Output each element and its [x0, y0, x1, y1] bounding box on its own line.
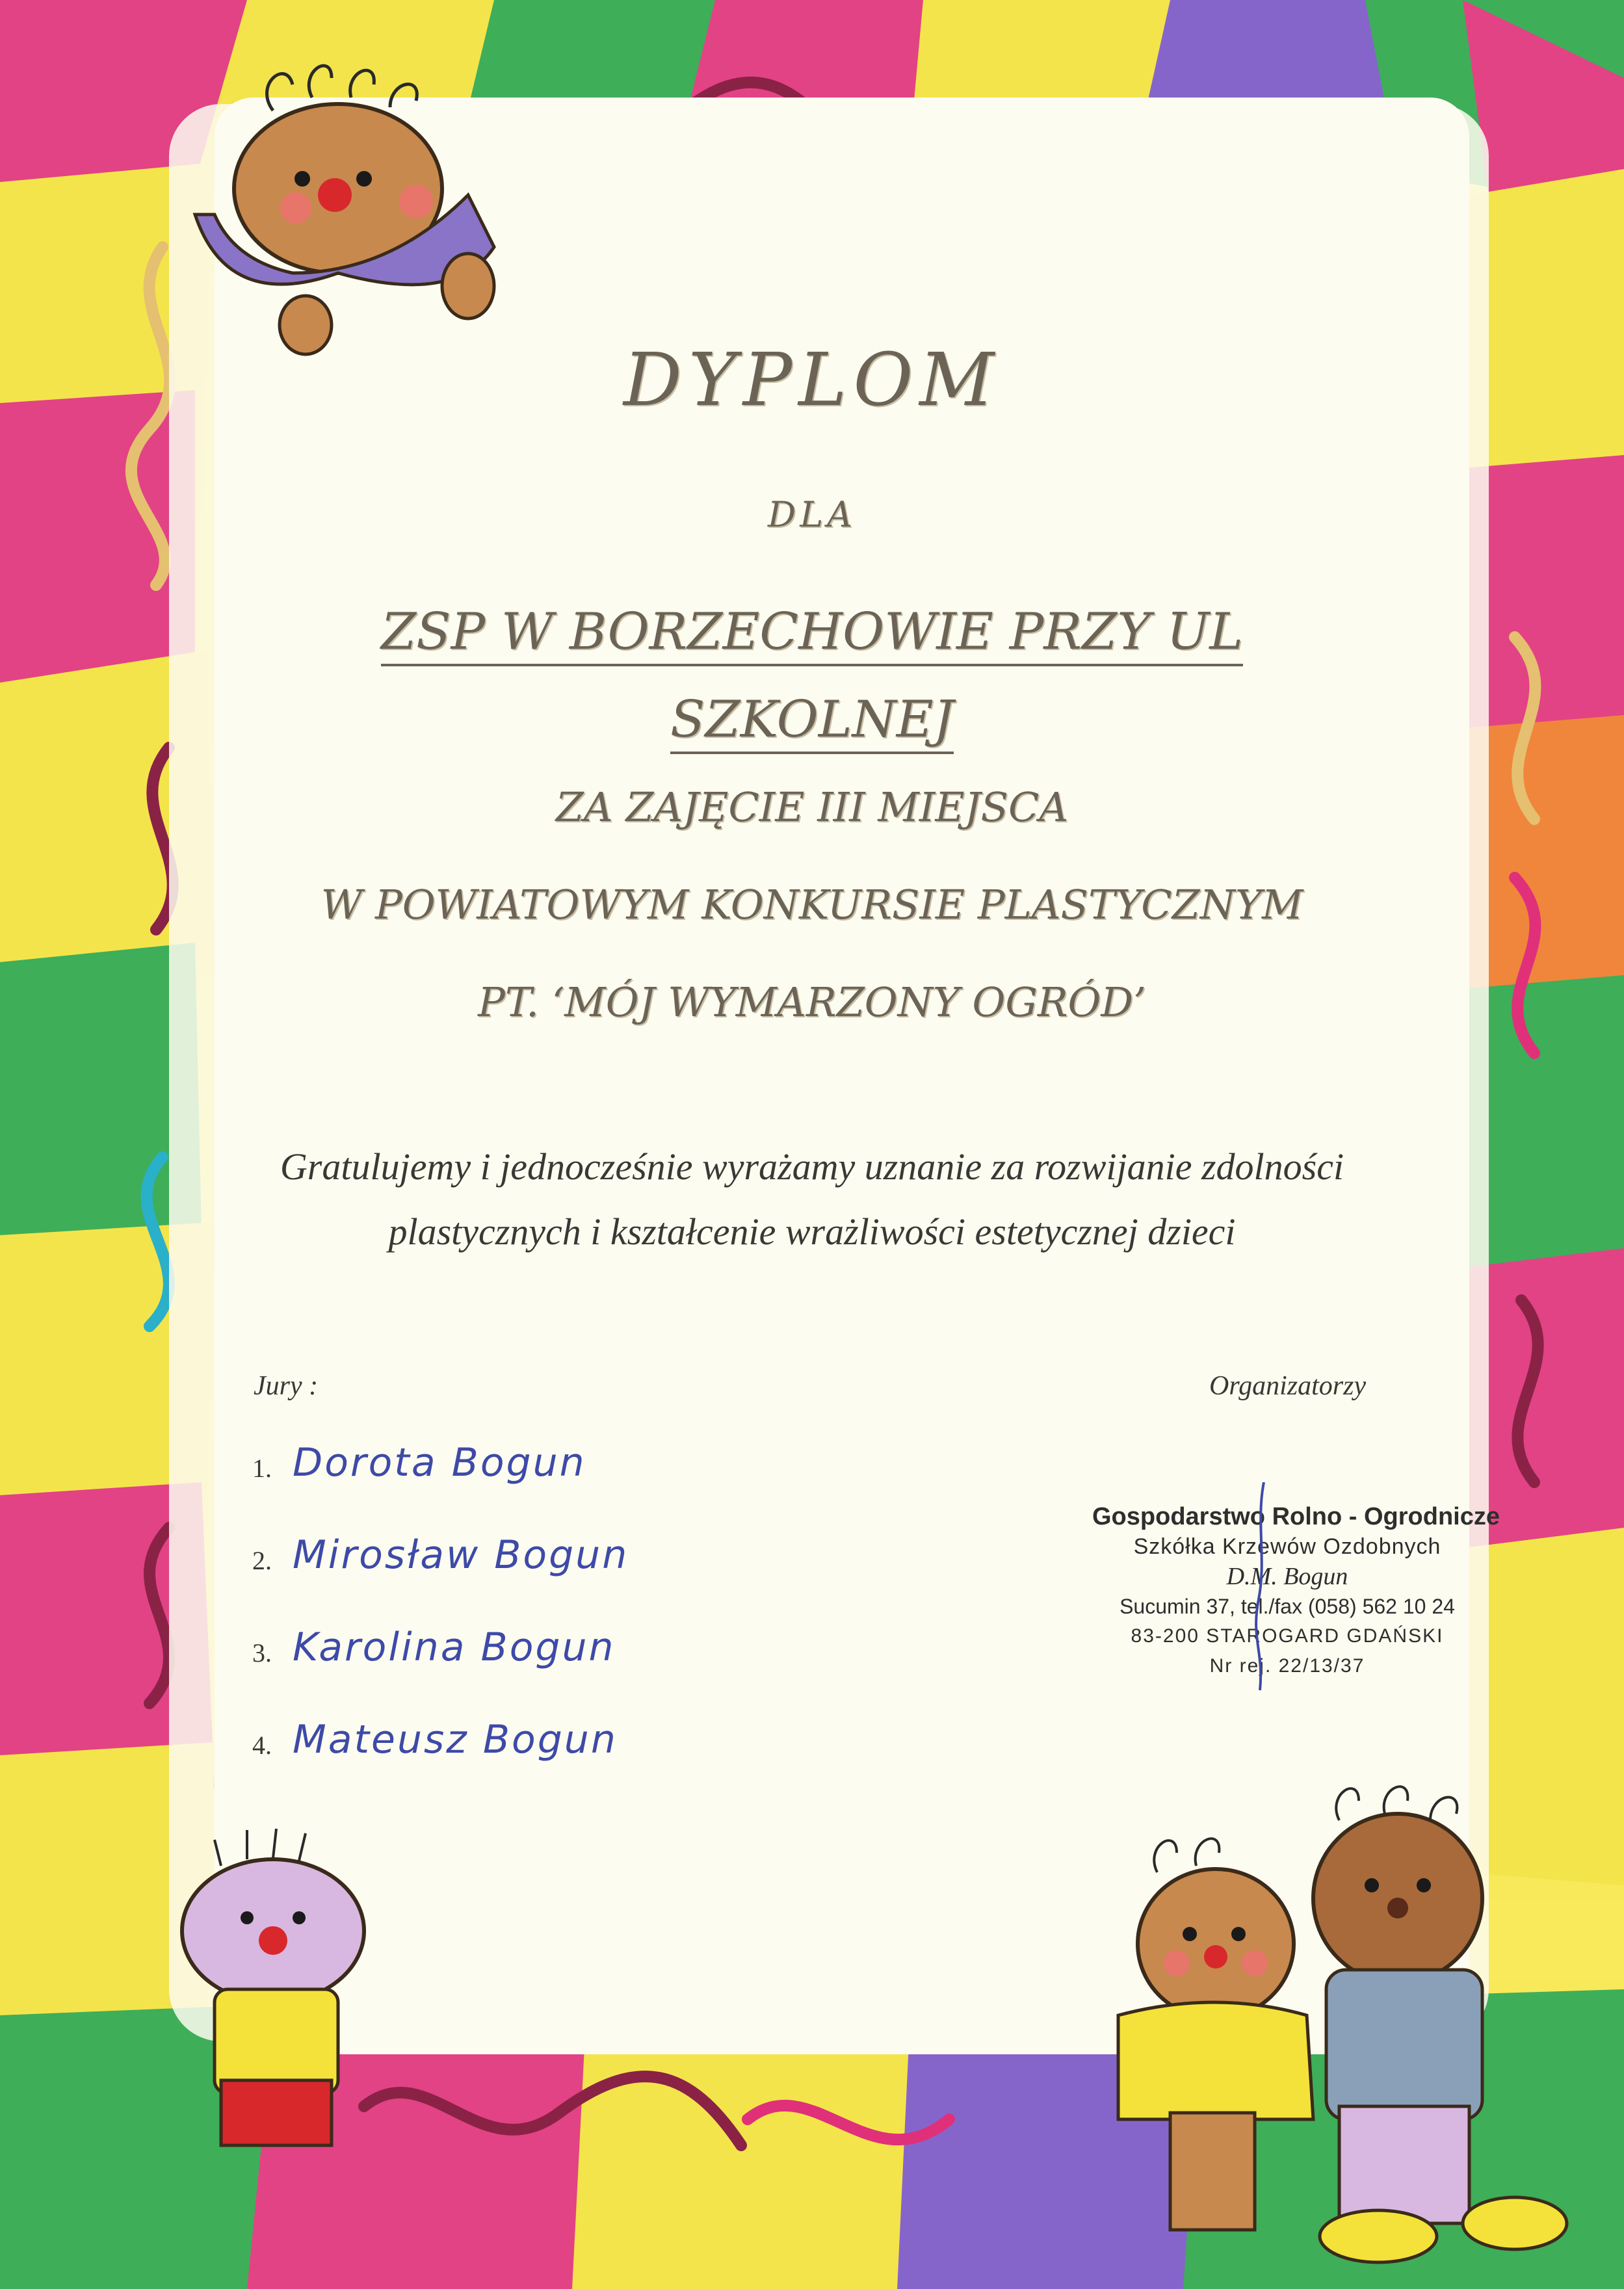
- jury-member-signature: Karolina Bogun: [293, 1625, 616, 1670]
- stamp-line-6: Nr rej. 22/13/37: [1209, 1655, 1365, 1677]
- organizers-label: Organizatorzy: [1209, 1371, 1367, 1401]
- jury-member-number: 2.: [252, 1546, 272, 1575]
- congratulations-line-2: plastycznych i kształcenie wrażliwości estetycznej dzieci: [388, 1210, 1236, 1253]
- stamp-line-4: Sucumin 37, tel./fax (058) 562 10 24: [1120, 1595, 1455, 1618]
- stamp-line-1: Gospodarstwo Rolno - Ogrodnicze: [1092, 1503, 1500, 1530]
- award-line-place: ZA ZAJĘCIE III MIEJSCA: [555, 783, 1069, 831]
- jury-member-signature: Mirosław Bogun: [293, 1532, 629, 1578]
- organizer-signature-stroke: [1255, 1482, 1268, 1690]
- award-line-theme: PT. ‘MÓJ WYMARZONY OGRÓD’: [478, 978, 1146, 1026]
- congratulations-text: [0, 1134, 1624, 1264]
- organizer-stamp: [1092, 1502, 1500, 1681]
- stamp-line-5: 83-200 STAROGARD GDAŃSKI: [1131, 1625, 1444, 1647]
- jury-member-signature: Mateusz Bogun: [293, 1717, 618, 1762]
- congratulations-line-1: Gratulujemy i jednocześnie wyrażamy uznanie za rozwijanie zdolności: [280, 1145, 1344, 1188]
- recipient-line-1: ZSP W BORZECHOWIE PRZY UL: [381, 603, 1243, 666]
- stamp-line-3: D.M. Bogun: [1226, 1563, 1348, 1590]
- recipient-name: [0, 588, 1624, 764]
- jury-member-number: 4.: [252, 1731, 272, 1760]
- jury-label: Jury :: [254, 1371, 319, 1401]
- award-line-contest: W POWIATOWYM KONKURSIE PLASTYCZNYM: [321, 881, 1303, 928]
- for-label: DLA: [767, 494, 857, 535]
- recipient-line-2: SZKOLNEJ: [670, 690, 954, 754]
- stamp-line-2: Szkółka Krzewów Ozdobnych: [1133, 1534, 1441, 1559]
- diploma-title: DYPLOM: [623, 338, 1001, 423]
- jury-member-number: 3.: [252, 1638, 272, 1668]
- jury-member-number: 1.: [252, 1454, 272, 1483]
- jury-member-signature: Dorota Bogun: [293, 1440, 586, 1485]
